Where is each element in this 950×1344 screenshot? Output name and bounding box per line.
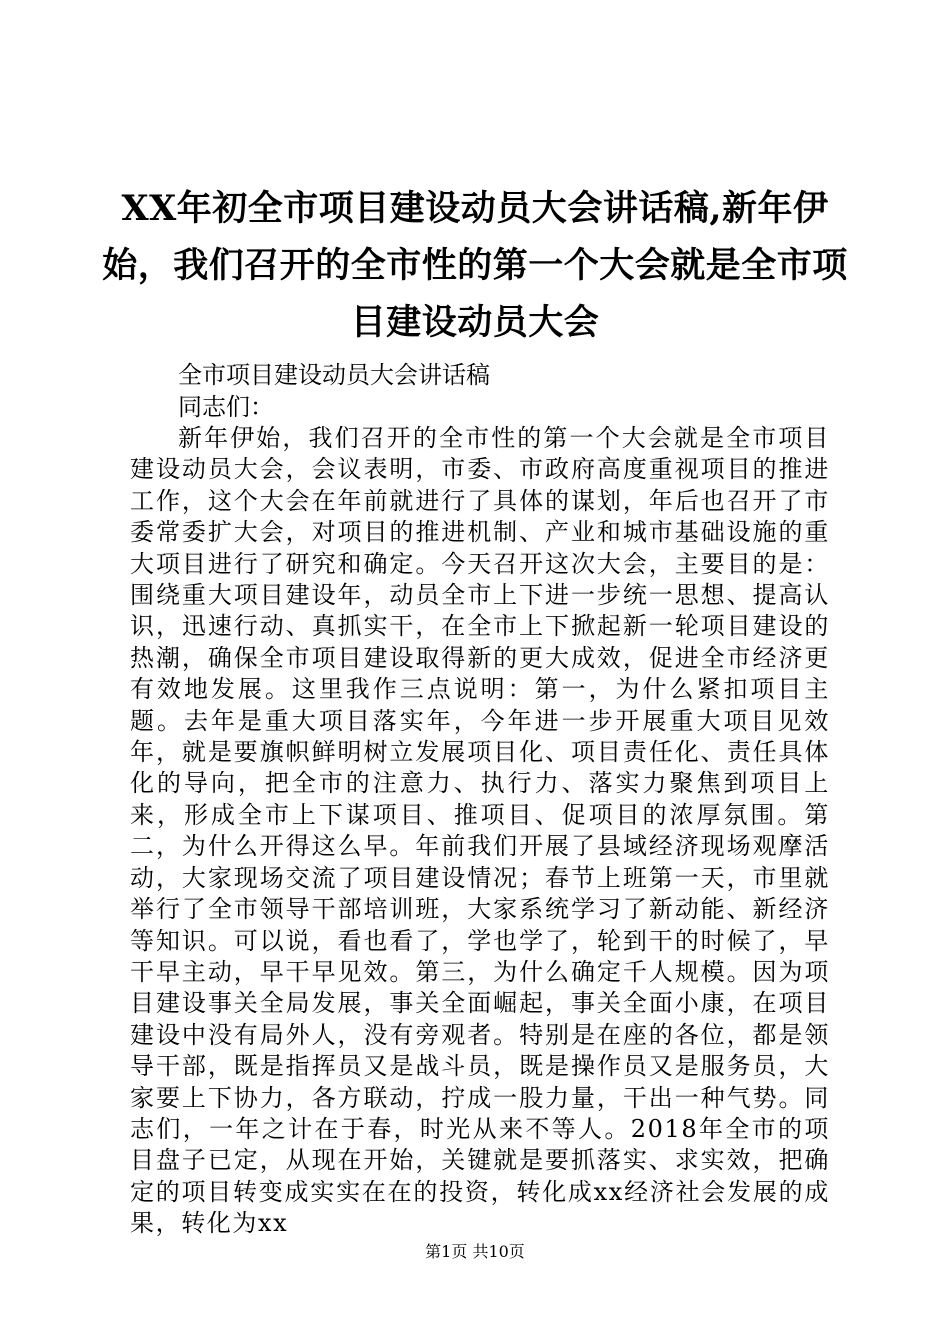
speech-heading: 全市项目建设动员大会讲话稿 xyxy=(178,361,490,389)
document-title: XX年初全市项目建设动员大会讲话稿,新年伊始，我们召开的全市性的第一个大会就是全市项目建设动员大会 xyxy=(102,188,848,343)
salutation: 同志们： xyxy=(178,393,274,421)
body-paragraph: 新年伊始，我们召开的全市性的第一个大会就是全市项目建设动员大会，会议表明，市委、市政府高度重视项目的推进工作，这个大会在年前就进行了具体的谋划，年后也召开了市委常委扩大会，对项目的推进机制、产业和城市基础设施的重大项目进行了研究和确定。今天召开这次大会，主要目的是：围绕重大项目建设年，动员全市上下进一步统一思想、提高认识，迅速行动、真抓实干，在全市上下掀起新一轮项目建设的热潮，确保全市项目建设取得新的更大成效，促进全市经济更有效地发展。这里我作三点说明：第一，为什么紧扣项目主题。去年是重大项目落实年，今年进一步开展重大项目见效年，就是要旗帜鲜明树立发展项目化、项目责任化、责任具体化的导向，把全市的注意力、执行力、落实力聚焦到项目上来，形成全市上下谋项目、推项目、促项目的浓厚氛围。第二，为什么开得这么早。年前我们开展了县域经济现场观摩活动，大家现场交流了项目建设情况；春节上班第一天，市里就举行了全市领导干部培训班，大家系统学习了新动能、新经济等知识。可以说，看也看了，学也学了，轮到干的时候了，早干早主动，早干早见效。第三，为什么确定千人规模。因为项目建设事关全局发展，事关全面崛起，事关全面小康，在项目建设中没有局外人，没有旁观者。特别是在座的各位，都是领导干部，既是指挥员又是战斗员，既是操作员又是服务员，大家要上下协力，各方联动，拧成一股力量，干出一种气势。同志们，一年之计在于春，时光从来不等人。2018年全市的项目盘子已定，从现在开始，关键就是要抓落实、求实效，把确定的项目转变成实实在在的投资，转化成xx经济社会发展的成果，转化为xx xyxy=(130,424,830,1238)
page-number-footer: 第1页 共10页 xyxy=(425,1242,525,1261)
